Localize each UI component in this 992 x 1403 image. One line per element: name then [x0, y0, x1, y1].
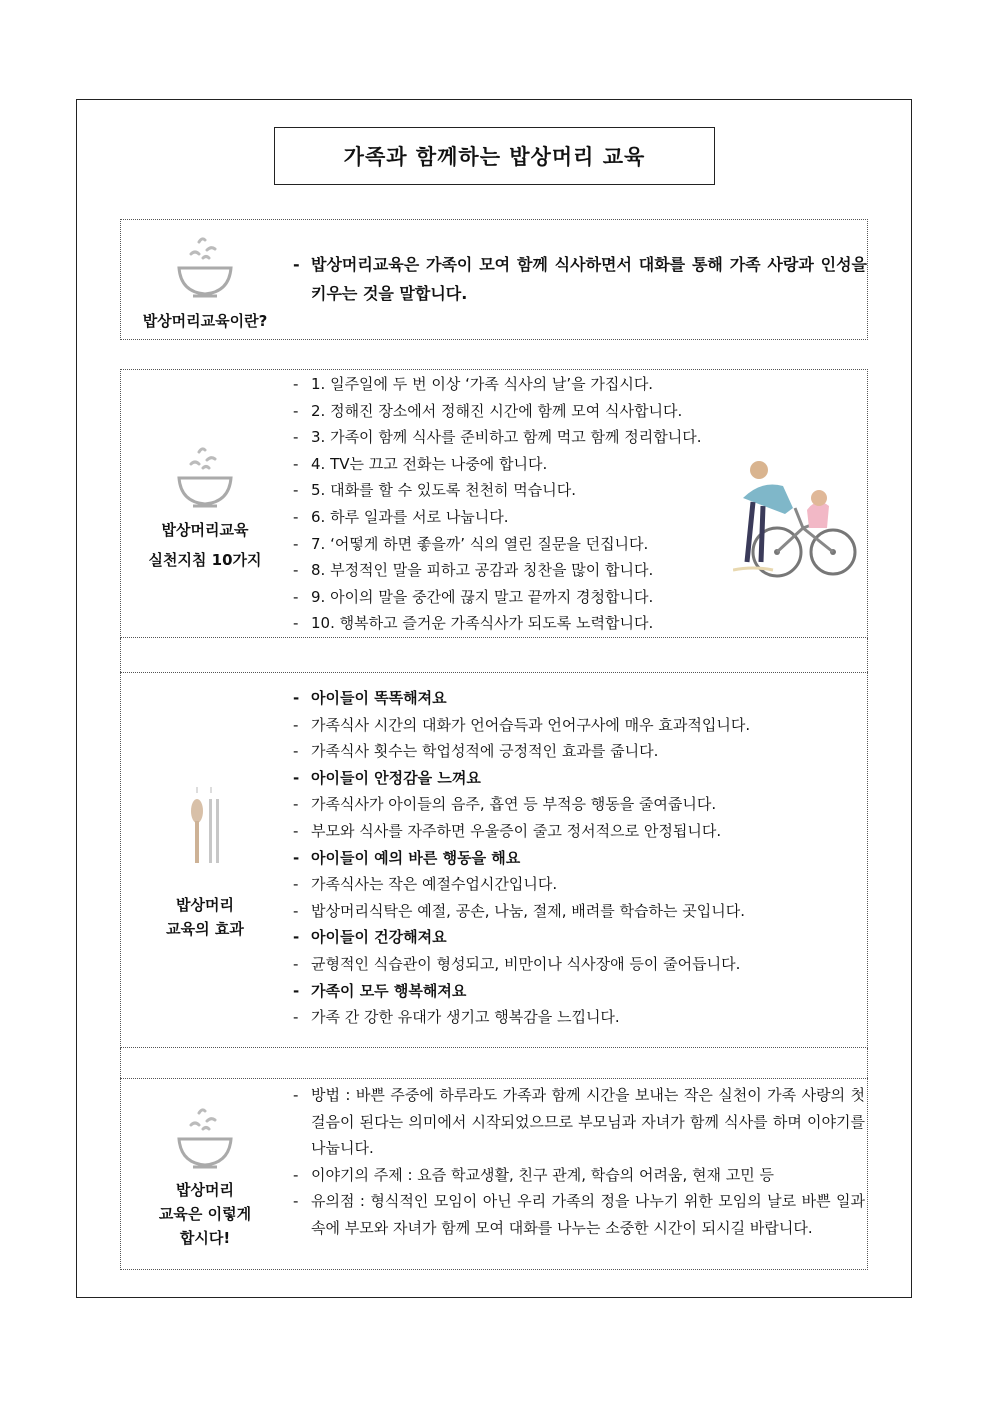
guideline-item: - 3. 가족이 함께 식사를 준비하고 함께 먹고 함께 정리합니다. [293, 428, 702, 447]
effects-label-line2: 교육의 효과 [166, 920, 244, 938]
effect-item: - 가족식사 시간의 대화가 언어습득과 언어구사에 매우 효과적입니다. [293, 715, 751, 734]
howto-label-line1: 밥상머리 [176, 1181, 234, 1199]
definition-section [120, 219, 868, 340]
guideline-item: - 8. 부정적인 말을 피하고 공감과 칭찬을 많이 합니다. [293, 561, 654, 580]
guidelines-label-line2: 실천지침 10가지 [148, 551, 262, 569]
guideline-item: - 5. 대화를 할 수 있도록 천천히 먹습니다. [293, 481, 577, 500]
effect-heading: - 가족이 모두 행복해져요 [293, 981, 467, 1000]
effect-item: - 가족식사가 아이들의 음주, 흡연 등 부적응 행동을 줄여줍니다. [293, 795, 717, 814]
effect-heading: - 아이들이 안정감을 느껴요 [293, 768, 481, 787]
guideline-item: - 6. 하루 일과를 서로 나눕니다. [293, 507, 509, 526]
definition-text: - 밥상머리교육은 가족이 모여 함께 식사하면서 대화를 통해 가족 사랑과 인성을 키우는 것을 말합니다. [293, 255, 867, 303]
effect-item: - 가족식사는 작은 예절수업시간입니다. [293, 875, 558, 894]
guideline-item: - 9. 아이의 말을 중간에 끊지 말고 끝까지 경청합니다. [293, 587, 654, 606]
effect-item: - 균형적인 식습관이 형성되고, 비만이나 식사장애 등이 줄어듭니다. [293, 954, 741, 973]
guideline-item: - 1. 일주일에 두 번 이상 ‘가족 식사의 날’을 가집시다. [293, 375, 654, 393]
rice-bowl-icon [173, 228, 237, 300]
rice-bowl-icon [173, 1099, 237, 1171]
effect-item: - 부모와 식사를 자주하면 우울증이 줄고 정서적으로 안정됩니다. [293, 821, 722, 840]
effect-heading: - 아이들이 똑똑해져요 [293, 689, 447, 707]
effects-label-line1: 밥상머리 [176, 896, 234, 914]
effects-list [293, 685, 750, 1031]
rice-bowl-icon [173, 438, 237, 510]
howto-caution: - 유의점 : 형식적인 모임이 아닌 우리 가족의 정을 나누기 위한 모임의 날로 바쁜 일과 속에 부모와 자녀가 함께 모여 대화를 나누는 소중한 시간이 되시길 바랍니다. [293, 1192, 865, 1237]
guidelines-label-line1: 밥상머리교육 [161, 521, 249, 539]
section-spacer [120, 1048, 868, 1078]
effect-item: - 밥상머리식탁은 예절, 공손, 나눔, 절제, 배려를 학습하는 곳입니다. [293, 901, 745, 920]
family-bicycle-illustration [733, 458, 863, 583]
howto-topics: - 이야기의 주제 : 요즘 학교생활, 친구 관계, 학습의 어려움, 현재 고민 등 [293, 1165, 775, 1184]
page-title: 가족과 함께하는 밥상머리 교육 [274, 127, 715, 185]
spoon-chopsticks-icon [187, 785, 227, 865]
guidelines-list [293, 371, 702, 637]
guideline-item: - 4. TV는 끄고 전화는 나중에 합니다. [293, 454, 548, 473]
effect-heading: - 아이들이 건강해져요 [293, 928, 447, 947]
howto-section [120, 1078, 868, 1270]
guidelines-section [120, 369, 868, 638]
effect-item: - 가족식사 횟수는 학업성적에 긍정적인 효과를 줍니다. [293, 742, 659, 761]
definition-label: 밥상머리교육이란? [142, 312, 268, 330]
guideline-item: - 10. 행복하고 즐거운 가족식사가 되도록 노력합니다. [293, 614, 654, 633]
effect-heading: - 아이들이 예의 바른 행동을 해요 [293, 848, 521, 867]
section-spacer [120, 638, 868, 672]
howto-method: - 방법 : 바쁜 주중에 하루라도 가족과 함께 시간을 보내는 작은 실천이 가족 사랑의 첫걸음이 된다는 의미에서 시작되었으므로 부모님과 자녀가 함께 식사를 하며 이야기를 나눕니다. [293, 1086, 865, 1158]
guideline-item: - 7. ‘어떻게 하면 좋을까’ 식의 열린 질문을 던집니다. [293, 534, 649, 553]
guideline-item: - 2. 정해진 장소에서 정해진 시간에 함께 모여 식사합니다. [293, 401, 683, 420]
howto-label-line3: 합시다! [179, 1229, 231, 1247]
howto-label-line2: 교육은 이렇게 [158, 1205, 252, 1223]
effects-section [120, 672, 868, 1048]
effect-item: - 가족 간 강한 유대가 생기고 행복감을 느낍니다. [293, 1008, 620, 1027]
